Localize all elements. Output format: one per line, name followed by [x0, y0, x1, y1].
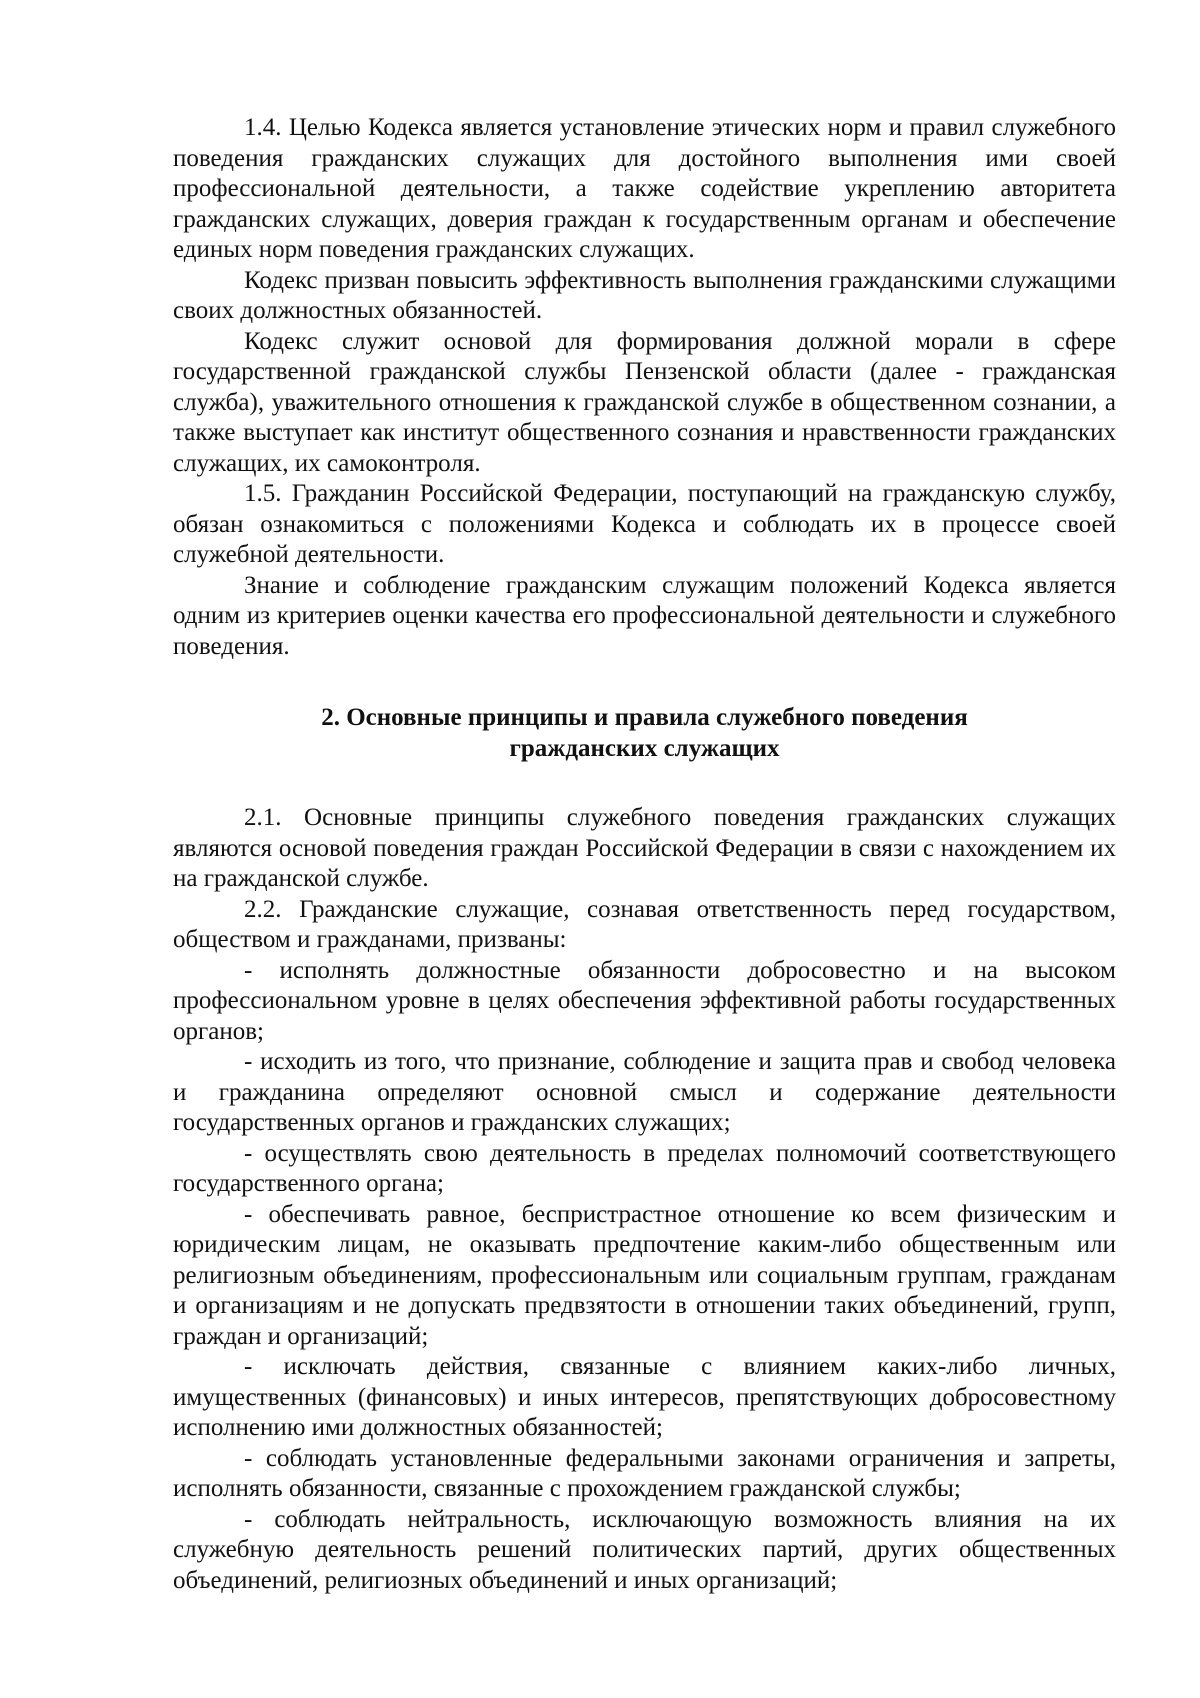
- paragraph-2-1: 2.1. Основные принципы служебного поведения гражданских служащих являются основой поведения граждан Российской Федерации в связи с нахождением их на гражданской службе.: [173, 804, 1116, 892]
- list-item-restrictions: - соблюдать установленные федеральными законами ограничения и запреты, исполнять обязанности, связанные с прохождением гражданской службы;: [173, 1444, 1116, 1502]
- paragraph-code-purpose: Кодекс призван повысить эффективность выполнения гражданскими служащими своих должностных обязанностей.: [173, 266, 1116, 324]
- section-2-heading-line2: гражданских служащих: [509, 735, 780, 762]
- list-item-interests: - исключать действия, связанные с влиянием каких-либо личных, имущественных (финансовых) и иных интересов, препятствующих добросовестному исполнению ими должностных обязанностей;: [173, 1353, 1116, 1441]
- paragraph-2-2: 2.2. Гражданские служащие, сознавая ответственность перед государством, обществом и гражданами, призваны:: [173, 895, 1116, 953]
- paragraph-1-4: 1.4. Целью Кодекса является установление этических норм и правил служебного поведения гражданских служащих для достойного выполнения ими своей профессиональной деятельности, а также содействие укреплению авторитета гражданских служащих, доверия граждан к государственным органам и обеспечение единых норм поведения гражданских служащих.: [173, 114, 1116, 263]
- list-item-duties: - исполнять должностные обязанности добросовестно и на высоком профессиональном уровне в целях обеспечения эффективной работы государственных органов;: [173, 956, 1116, 1045]
- section-2-heading: [173, 702, 1116, 764]
- list-item-equality: - обеспечивать равное, беспристрастное отношение ко всем физическим и юридическим лицам, не оказывать предпочтение каким-либо общественным или религиозным объединениям, профессиональным или социальным группам, гражданам и организациям и не допускать предвзятости в отношении таких объединений, групп, граждан и организаций;: [173, 1200, 1116, 1350]
- document-body: [173, 113, 1116, 1596]
- section-2-heading-line1: 2. Основные принципы и правила служебного поведения: [321, 704, 968, 731]
- paragraph-code-basis: Кодекс служит основой для формирования должной морали в сфере государственной гражданской службы Пензенской области (далее - гражданская служба), уважительного отношения к гражданской службе в общественном сознании, а также выступает как институт общественного сознания и нравственности гражданских служащих, их самоконтроля.: [173, 327, 1116, 477]
- list-item-rights: - исходить из того, что признание, соблюдение и защита прав и свобод человека и гражданина определяют основной смысл и содержание деятельности государственных органов и гражданских служащих;: [173, 1048, 1116, 1136]
- paragraph-knowledge: Знание и соблюдение гражданским служащим положений Кодекса является одним из критериев оценки качества его профессиональной деятельности и служебного поведения.: [173, 571, 1116, 660]
- list-item-authority: - осуществлять свою деятельность в пределах полномочий соответствующего государственного органа;: [173, 1139, 1116, 1197]
- paragraph-1-5: 1.5. Гражданин Российской Федерации, поступающий на гражданскую службу, обязан ознакомиться с положениями Кодекса и соблюдать их в процессе своей служебной деятельности.: [173, 480, 1116, 568]
- list-item-neutrality: - соблюдать нейтральность, исключающую возможность влияния на их служебную деятельность решений политических партий, других общественных объединений, религиозных объединений и иных организаций;: [173, 1505, 1116, 1594]
